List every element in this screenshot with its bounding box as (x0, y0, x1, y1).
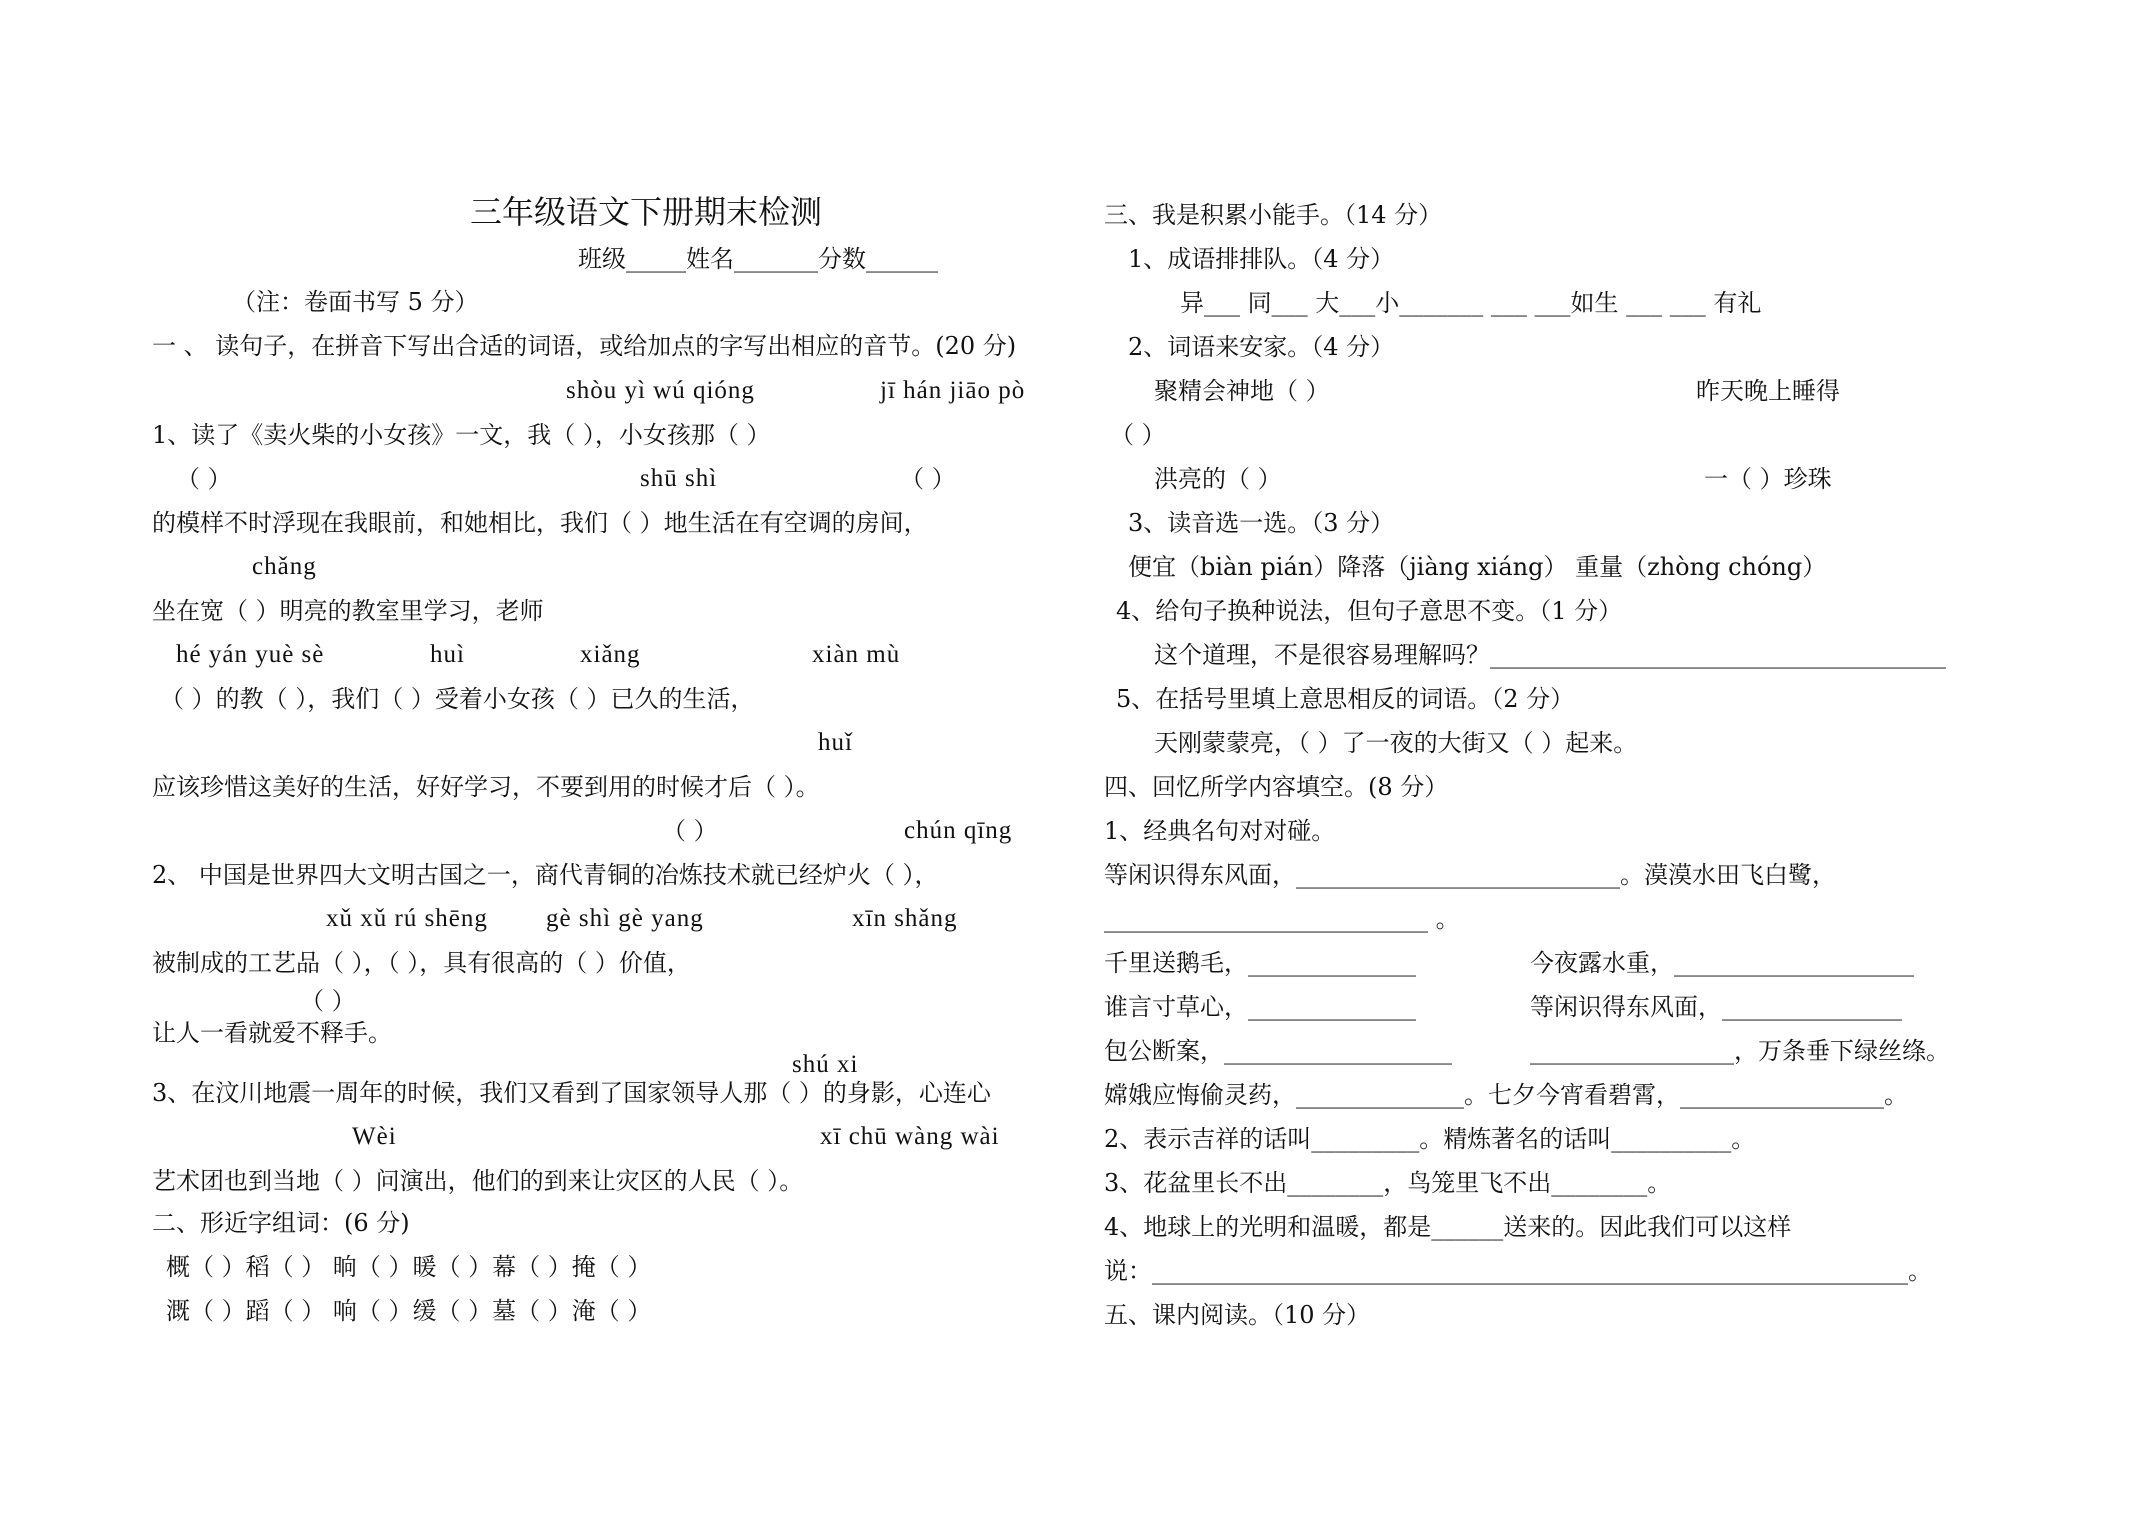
s3-q2: 2、词语来安家。（4 分） (1128, 333, 1395, 361)
s3-q5: 5、在括号里填上意思相反的词语。（2 分） (1116, 685, 1575, 713)
s1-q1-line4: 坐在宽（ ）明亮的教室里学习，老师 (152, 597, 544, 625)
s4-line-1: 等闲识得东风面，___________________________。漠漠水田飞白鹭， (1104, 861, 1836, 889)
s3-q2-e: 一（ ）珍珠 (1704, 465, 1832, 493)
pinyin-wei: Wèi (352, 1123, 397, 1150)
s4-q3: 3、花盆里长不出________，鸟笼里飞不出________。 (1104, 1169, 1672, 1197)
section-5-heading: 五、课内阅读。（10 分） (1104, 1301, 1371, 1329)
s1-q1-line5: （ ）的教（ ），我们（ ）受着小女孩（ ）已久的生活， (160, 685, 755, 713)
s3-q2-a: 聚精会神地（ ） (1154, 377, 1330, 405)
s4-line-4a: 谁言寸草心，______________ (1104, 993, 1416, 1021)
similar-chars-row-2: 溉（ ）蹈（ ） 响（ ）缓（ ）墓（ ）淹（ ） (166, 1297, 652, 1325)
s3-q3: 3、读音选一选。（3 分） (1128, 509, 1395, 537)
pinyin-shuxi: shú xi (792, 1051, 859, 1078)
s3-q1: 1、成语排排队。（4 分） (1128, 245, 1395, 273)
pinyin-xianmu: xiàn mù (812, 641, 901, 668)
s4-line-3b: 今夜露水重，____________________ (1530, 949, 1914, 977)
s4-line-6: 嫦娥应悔偷灵药，______________。七夕今宵看碧霄，_________________。 (1104, 1081, 1908, 1109)
pinyin-xiang: xiǎng (580, 641, 641, 668)
s4-line-5b: _________________，万条垂下绿丝绦。 (1530, 1037, 1950, 1065)
pinyin-xuxurusheng: xǔ xǔ rú shēng (326, 905, 488, 932)
s4-line-3a: 千里送鹅毛，______________ (1104, 949, 1416, 977)
s1-q1-blank-a: （ ） (176, 465, 232, 493)
s1-q2-line2: 被制成的工艺品（ ），（ ），具有很高的（ ）价值， (152, 949, 691, 977)
s1-q1-line3: 的模样不时浮现在我眼前，和她相比，我们（ ）地生活在有空调的房间， (152, 509, 928, 537)
s1-q2-line3: 让人一看就爱不释手。 (152, 1019, 392, 1047)
pinyin-hui: huì (430, 641, 465, 668)
s1-q1-line1: 1、读了《卖火柴的小女孩》一文，我（ ），小女孩那（ ） (152, 421, 771, 449)
pinyin-shushi: shū shì (640, 465, 718, 492)
pinyin-chang: chǎng (252, 553, 317, 580)
s4-line-5a: 包公断案，___________________ (1104, 1037, 1452, 1065)
s1-q3-line2: 艺术团也到当地（ ）问演出，他们的到来让灾区的人民（ ）。 (152, 1167, 804, 1195)
s4-q2: 2、表示吉祥的话叫_________。精炼著名的话叫__________。 (1104, 1125, 1756, 1153)
page-title: 三年级语文下册期末检测 (470, 193, 823, 231)
s3-q2-c: （ ） (1110, 421, 1166, 449)
s4-q4: 4、地球上的光明和温暖，都是______送来的。因此我们可以这样 (1104, 1213, 1792, 1241)
s4-line-4b: 等闲识得东风面，_______________ (1530, 993, 1902, 1021)
s3-q1-idioms: 异___ 同___ 大___小_______ ___ ___如生 ___ ___ 有礼 (1180, 289, 1762, 317)
s3-q2-d: 洪亮的（ ） (1154, 465, 1282, 493)
handwriting-note: （注：卷面书写 5 分） (232, 288, 479, 316)
s4-q1: 1、经典名句对对碰。 (1104, 817, 1336, 845)
student-info-line: 班级_____姓名_______分数______ (578, 245, 938, 273)
s3-q4-a: 这个道理，不是很容易理解吗？______________________________________ (1154, 641, 1946, 669)
pinyin-xichuwangwai: xī chū wàng wài (820, 1123, 1000, 1150)
pinyin-xinshang: xīn shǎng (852, 905, 958, 932)
similar-chars-row-1: 概（ ）稻（ ） 晌（ ）暖（ ）幕（ ）掩（ ） (166, 1253, 652, 1281)
section-4-heading: 四、回忆所学内容填空。(8 分） (1104, 773, 1449, 801)
s1-q2-blank-a: （ ） (662, 817, 718, 845)
pinyin-heyanyuese: hé yán yuè sè (176, 641, 325, 668)
pinyin-geshigeyang: gè shì gè yang (546, 905, 704, 932)
s3-q2-b: 昨天晚上睡得 (1696, 377, 1840, 405)
s3-q3-items: 便宜（biàn pián）降落（jiàng xiáng） 重量（zhòng chóng） (1128, 553, 1827, 581)
s1-q1-blank-b: （ ） (900, 465, 956, 493)
s4-q4-b: 说：_______________________________________________________________。 (1104, 1257, 1932, 1285)
s1-q2-line1: 2、 中国是世界四大文明古国之一，商代青铜的冶炼技术就已经炉火（ ）， (152, 861, 939, 889)
s3-q5-a: 天刚蒙蒙亮，（ ）了一夜的大街又（ ）起来。 (1154, 729, 1638, 757)
s1-q1-line6: 应该珍惜这美好的生活，好好学习，不要到用的时候才后（ ）。 (152, 773, 820, 801)
s4-line-2: ___________________________ 。 (1104, 905, 1460, 933)
pinyin-jihanjiaopo: jī hán jiāo pò (880, 377, 1026, 404)
s3-q4: 4、给句子换种说法，但句子意思不变。（1 分） (1116, 597, 1623, 625)
section-1-heading: 一 、 读句子，在拼音下写出合适的词语，或给加点的字写出相应的音节。(20 分) (152, 332, 1017, 360)
s1-q3-line1: 3、在汶川地震一周年的时候，我们又看到了国家领导人那（ ）的身影，心连心 (152, 1079, 991, 1107)
pinyin-chunqing: chún qīng (904, 817, 1013, 844)
pinyin-shouyiwuqiong: shòu yì wú qióng (566, 377, 755, 404)
section-3-heading: 三、我是积累小能手。（14 分） (1104, 201, 1443, 229)
pinyin-hui3: huǐ (818, 729, 853, 756)
section-2-heading: 二、形近字组词：(6 分) (152, 1209, 410, 1237)
s1-q2-blank-b: （ ） (300, 987, 356, 1015)
